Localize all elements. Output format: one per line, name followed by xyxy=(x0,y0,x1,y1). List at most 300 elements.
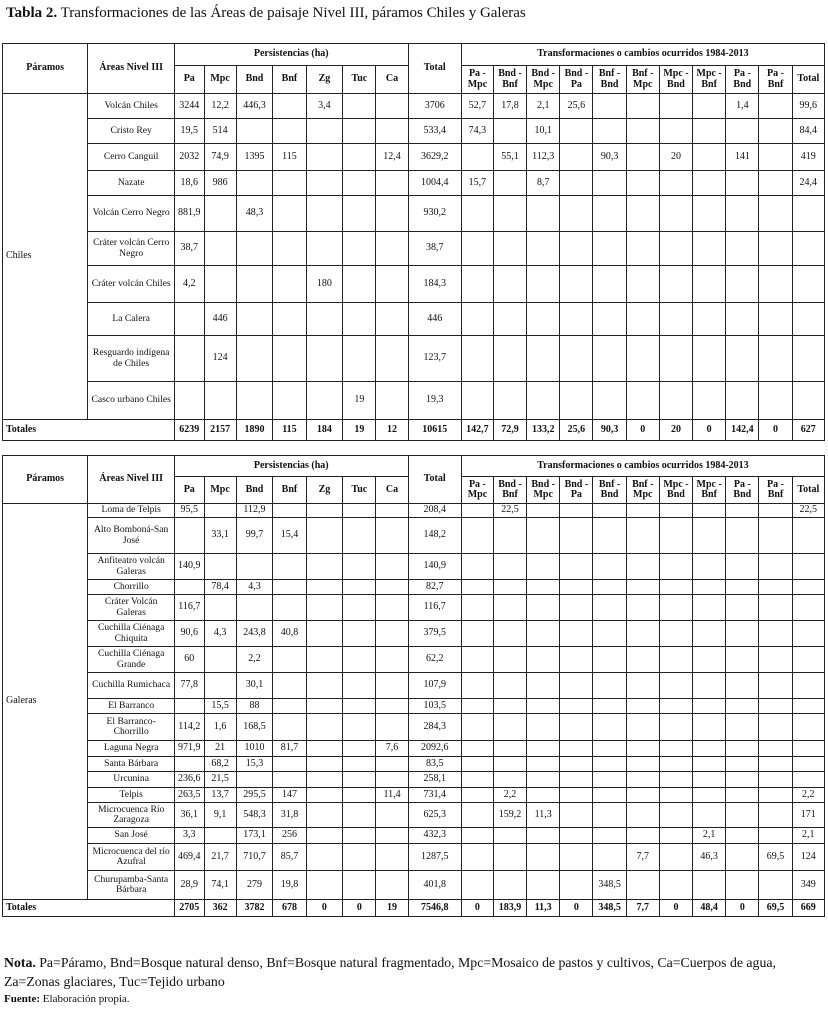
cell-transformacion xyxy=(593,232,626,266)
cell-transformacion xyxy=(461,504,493,518)
cell-transformacion xyxy=(659,871,692,900)
header-trans-col: Pa - Bnd xyxy=(726,477,759,504)
cell-transformacion xyxy=(493,382,526,420)
cell-transformacion xyxy=(759,757,792,772)
cell-transformacion xyxy=(626,196,659,232)
cell-persistencia xyxy=(306,303,343,336)
cell-transformacion xyxy=(759,828,792,844)
cell-transformacion xyxy=(759,699,792,714)
cell-transformacion xyxy=(626,266,659,303)
cell-transformacion xyxy=(593,171,626,196)
cell-persistencia xyxy=(306,504,343,518)
cell-transformacion xyxy=(759,788,792,803)
cell-transformacion: 22,5 xyxy=(792,504,824,518)
cell-transformacion xyxy=(527,757,560,772)
cell-transformacion xyxy=(792,714,824,741)
table-caption: Tabla 2. Transformaciones de las Áreas de paisaje Nivel III, páramos Chiles y Galeras xyxy=(6,5,526,21)
cell-persistencia: 74,1 xyxy=(204,871,236,900)
cell-persistencia xyxy=(204,504,236,518)
cell-persistencia xyxy=(306,119,343,144)
cell-transformacion xyxy=(560,803,593,828)
cell-persistencia xyxy=(306,714,343,741)
cell-transformacion xyxy=(726,673,759,699)
cell-transformacion xyxy=(759,336,792,382)
cell-transformacion xyxy=(461,595,493,621)
paramo-name: Galeras xyxy=(3,504,88,900)
cell-persistencia: 21,5 xyxy=(204,772,236,788)
header-trans-col: Pa - Bnf xyxy=(759,477,792,504)
cell-transformacion xyxy=(693,303,726,336)
totals-persistencia: 3782 xyxy=(236,900,273,917)
cell-transformacion xyxy=(693,647,726,673)
cell-transformacion xyxy=(593,828,626,844)
cell-total: 116,7 xyxy=(408,595,461,621)
cell-transformacion xyxy=(461,303,493,336)
area-name: Cráter volcán Cerro Negro xyxy=(88,232,175,266)
cell-persistencia: 971,9 xyxy=(174,741,204,757)
cell-transformacion xyxy=(626,803,659,828)
cell-transformacion xyxy=(461,699,493,714)
cell-persistencia: 2,2 xyxy=(236,647,273,673)
cell-persistencia: 81,7 xyxy=(273,741,306,757)
cell-transformacion xyxy=(759,871,792,900)
cell-transformacion xyxy=(726,382,759,420)
cell-persistencia: 115 xyxy=(273,144,306,171)
cell-persistencia xyxy=(343,171,376,196)
cell-total: 19,3 xyxy=(408,382,461,420)
cell-transformacion xyxy=(693,336,726,382)
table-row xyxy=(3,382,825,420)
cell-total: 401,8 xyxy=(408,871,461,900)
cell-transformacion: 46,3 xyxy=(693,844,726,871)
cell-persistencia xyxy=(343,647,376,673)
cell-transformacion xyxy=(759,803,792,828)
cell-transformacion: 15,7 xyxy=(461,171,493,196)
header-trans-col: Total xyxy=(792,477,824,504)
cell-transformacion xyxy=(759,741,792,757)
cell-transformacion xyxy=(593,196,626,232)
totals-transformacion: 90,3 xyxy=(593,420,626,441)
header-paramos: Páramos xyxy=(3,44,88,94)
cell-total: 432,3 xyxy=(408,828,461,844)
cell-persistencia: 15,3 xyxy=(236,757,273,772)
totals-transformacion: 25,6 xyxy=(560,420,593,441)
cell-transformacion xyxy=(659,714,692,741)
cell-transformacion xyxy=(626,828,659,844)
area-name: Telpis xyxy=(88,788,175,803)
cell-transformacion xyxy=(560,595,593,621)
cell-persistencia xyxy=(343,504,376,518)
cell-persistencia xyxy=(343,803,376,828)
cell-transformacion xyxy=(461,803,493,828)
cell-transformacion xyxy=(461,382,493,420)
cell-persistencia xyxy=(273,757,306,772)
cell-persistencia xyxy=(306,828,343,844)
cell-transformacion xyxy=(493,171,526,196)
cell-transformacion xyxy=(593,772,626,788)
header-trans-col: Bnf - Bnd xyxy=(593,477,626,504)
cell-transformacion xyxy=(593,803,626,828)
area-name: San José xyxy=(88,828,175,844)
cell-persistencia xyxy=(376,504,408,518)
cell-transformacion xyxy=(493,647,526,673)
cell-persistencia xyxy=(376,871,408,900)
cell-transformacion xyxy=(693,699,726,714)
cell-persistencia xyxy=(273,772,306,788)
cell-transformacion xyxy=(593,844,626,871)
cell-transformacion xyxy=(461,844,493,871)
cell-total: 184,3 xyxy=(408,266,461,303)
cell-transformacion xyxy=(792,647,824,673)
paramo-name: Chiles xyxy=(3,94,88,420)
cell-transformacion xyxy=(461,828,493,844)
cell-transformacion xyxy=(759,772,792,788)
cell-transformacion xyxy=(726,336,759,382)
cell-total: 208,4 xyxy=(408,504,461,518)
cell-transformacion xyxy=(693,772,726,788)
cell-transformacion xyxy=(493,714,526,741)
cell-transformacion xyxy=(693,595,726,621)
cell-transformacion xyxy=(626,336,659,382)
cell-persistencia: 95,5 xyxy=(174,504,204,518)
cell-transformacion xyxy=(593,621,626,647)
cell-persistencia: 295,5 xyxy=(236,788,273,803)
cell-transformacion: 17,8 xyxy=(493,94,526,119)
totals-row xyxy=(3,900,825,917)
cell-persistencia: 12,4 xyxy=(376,144,408,171)
table-row xyxy=(3,871,825,900)
cell-persistencia: 446 xyxy=(204,303,236,336)
cell-transformacion xyxy=(726,803,759,828)
cell-persistencia xyxy=(343,554,376,580)
cell-transformacion xyxy=(792,580,824,595)
cell-transformacion xyxy=(626,303,659,336)
cell-transformacion xyxy=(527,595,560,621)
cell-transformacion xyxy=(560,828,593,844)
cell-persistencia: 548,3 xyxy=(236,803,273,828)
header-pers-col: Mpc xyxy=(204,66,236,94)
cell-persistencia xyxy=(306,518,343,554)
cell-persistencia xyxy=(204,828,236,844)
cell-persistencia: 140,9 xyxy=(174,554,204,580)
totals-label: Totales xyxy=(3,900,175,917)
cell-persistencia xyxy=(376,621,408,647)
cell-total: 38,7 xyxy=(408,232,461,266)
cell-transformacion xyxy=(493,595,526,621)
cell-persistencia xyxy=(174,303,204,336)
cell-transformacion xyxy=(560,580,593,595)
header-pers-col: Bnf xyxy=(273,66,306,94)
cell-persistencia xyxy=(376,595,408,621)
cell-total: 107,9 xyxy=(408,673,461,699)
cell-total: 148,2 xyxy=(408,518,461,554)
cell-transformacion xyxy=(626,621,659,647)
cell-persistencia: 236,6 xyxy=(174,772,204,788)
cell-persistencia xyxy=(236,119,273,144)
cell-transformacion xyxy=(792,232,824,266)
cell-persistencia: 30,1 xyxy=(236,673,273,699)
cell-transformacion xyxy=(693,382,726,420)
cell-persistencia: 9,1 xyxy=(204,803,236,828)
cell-persistencia xyxy=(306,844,343,871)
cell-persistencia xyxy=(174,699,204,714)
cell-transformacion xyxy=(493,554,526,580)
cell-transformacion: 2,1 xyxy=(792,828,824,844)
header-pers-col: Bnd xyxy=(236,477,273,504)
table-row xyxy=(3,803,825,828)
cell-transformacion xyxy=(461,554,493,580)
cell-transformacion xyxy=(792,303,824,336)
cell-persistencia: 4,3 xyxy=(236,580,273,595)
cell-persistencia: 514 xyxy=(204,119,236,144)
cell-transformacion xyxy=(593,647,626,673)
cell-transformacion: 171 xyxy=(792,803,824,828)
cell-persistencia xyxy=(236,266,273,303)
cell-transformacion: 74,3 xyxy=(461,119,493,144)
cell-transformacion xyxy=(593,673,626,699)
cell-persistencia xyxy=(273,382,306,420)
table-row xyxy=(3,336,825,382)
cell-persistencia xyxy=(376,382,408,420)
area-name: Anfiteatro volcán Galeras xyxy=(88,554,175,580)
cell-persistencia xyxy=(273,504,306,518)
cell-transformacion xyxy=(560,741,593,757)
table-row xyxy=(3,673,825,699)
cell-transformacion xyxy=(527,788,560,803)
header-trans-col: Bnf - Mpc xyxy=(626,477,659,504)
cell-transformacion xyxy=(693,554,726,580)
area-name: Nazate xyxy=(88,171,175,196)
area-name: Volcán Chiles xyxy=(88,94,175,119)
cell-transformacion xyxy=(560,772,593,788)
cell-transformacion xyxy=(792,595,824,621)
area-name: Resguardo indígena de Chiles xyxy=(88,336,175,382)
cell-persistencia: 3244 xyxy=(174,94,204,119)
cell-persistencia: 7,6 xyxy=(376,741,408,757)
cell-transformacion xyxy=(659,757,692,772)
cell-transformacion xyxy=(560,699,593,714)
cell-transformacion xyxy=(461,647,493,673)
cell-transformacion xyxy=(659,647,692,673)
cell-transformacion xyxy=(693,714,726,741)
table-row xyxy=(3,714,825,741)
cell-transformacion: 124 xyxy=(792,844,824,871)
cell-persistencia: 446,3 xyxy=(236,94,273,119)
cell-persistencia xyxy=(306,580,343,595)
cell-persistencia: 28,9 xyxy=(174,871,204,900)
cell-transformacion xyxy=(493,580,526,595)
area-name: Cuchilla Rumichaca xyxy=(88,673,175,699)
cell-persistencia xyxy=(343,336,376,382)
cell-persistencia: 15,5 xyxy=(204,699,236,714)
table-row xyxy=(3,171,825,196)
cell-persistencia: 2032 xyxy=(174,144,204,171)
cell-transformacion xyxy=(461,871,493,900)
cell-transformacion xyxy=(593,788,626,803)
cell-persistencia xyxy=(306,788,343,803)
cell-persistencia xyxy=(306,171,343,196)
cell-transformacion xyxy=(759,144,792,171)
header-trans-col: Bnd - Pa xyxy=(560,477,593,504)
header-pers-col: Zg xyxy=(306,477,343,504)
area-name: Cráter volcán Chiles xyxy=(88,266,175,303)
cell-transformacion xyxy=(593,714,626,741)
cell-transformacion xyxy=(693,741,726,757)
cell-transformacion: 84,4 xyxy=(792,119,824,144)
cell-persistencia xyxy=(306,772,343,788)
cell-transformacion xyxy=(626,788,659,803)
cell-persistencia: 88 xyxy=(236,699,273,714)
cell-persistencia xyxy=(174,336,204,382)
header-trans-col: Bnd - Bnf xyxy=(493,66,526,94)
cell-persistencia xyxy=(343,621,376,647)
cell-transformacion xyxy=(693,621,726,647)
cell-persistencia xyxy=(343,518,376,554)
header-trans-col: Pa - Bnd xyxy=(726,66,759,94)
cell-persistencia xyxy=(273,647,306,673)
cell-persistencia xyxy=(306,336,343,382)
area-name: El Barranco-Chorrillo xyxy=(88,714,175,741)
totals-transformacion: 11,3 xyxy=(527,900,560,917)
cell-persistencia xyxy=(376,647,408,673)
cell-transformacion xyxy=(461,336,493,382)
totals-transformacion: 0 xyxy=(726,900,759,917)
cell-persistencia: 19 xyxy=(343,382,376,420)
cell-transformacion xyxy=(693,232,726,266)
cell-transformacion xyxy=(693,94,726,119)
cell-total: 83,5 xyxy=(408,757,461,772)
cell-transformacion: 419 xyxy=(792,144,824,171)
cell-transformacion xyxy=(726,844,759,871)
cell-transformacion xyxy=(726,647,759,673)
cell-persistencia xyxy=(343,196,376,232)
cell-persistencia xyxy=(343,741,376,757)
table-row xyxy=(3,647,825,673)
cell-transformacion xyxy=(560,621,593,647)
header-trans-col: Total xyxy=(792,66,824,94)
cell-transformacion xyxy=(626,518,659,554)
header-trans-col: Mpc - Bnf xyxy=(693,477,726,504)
header-trans-col: Bnf - Bnd xyxy=(593,66,626,94)
cell-transformacion xyxy=(493,518,526,554)
cell-persistencia xyxy=(306,647,343,673)
cell-persistencia xyxy=(273,595,306,621)
cell-transformacion xyxy=(626,580,659,595)
cell-total: 1287,5 xyxy=(408,844,461,871)
cell-transformacion xyxy=(626,94,659,119)
cell-persistencia xyxy=(343,772,376,788)
cell-total: 533,4 xyxy=(408,119,461,144)
cell-persistencia xyxy=(204,232,236,266)
cell-persistencia xyxy=(174,518,204,554)
cell-persistencia: 48,3 xyxy=(236,196,273,232)
cell-transformacion xyxy=(493,119,526,144)
header-pers-col: Mpc xyxy=(204,477,236,504)
table-galeras xyxy=(2,455,825,917)
cell-transformacion xyxy=(626,119,659,144)
cell-transformacion xyxy=(759,595,792,621)
table-chiles xyxy=(2,43,825,441)
cell-transformacion xyxy=(593,382,626,420)
cell-persistencia: 21,7 xyxy=(204,844,236,871)
totals-transformacion: 0 xyxy=(693,420,726,441)
cell-persistencia xyxy=(306,595,343,621)
cell-transformacion xyxy=(626,772,659,788)
cell-transformacion: 69,5 xyxy=(759,844,792,871)
header-pers-col: Bnd xyxy=(236,66,273,94)
cell-transformacion xyxy=(527,266,560,303)
cell-total: 446 xyxy=(408,303,461,336)
header-transformaciones: Transformaciones o cambios ocurridos 1984-2013 xyxy=(461,44,824,66)
table-row xyxy=(3,554,825,580)
cell-transformacion: 90,3 xyxy=(593,144,626,171)
cell-transformacion xyxy=(759,119,792,144)
cell-transformacion xyxy=(759,714,792,741)
cell-transformacion xyxy=(792,336,824,382)
cell-transformacion xyxy=(593,595,626,621)
cell-total: 284,3 xyxy=(408,714,461,741)
totals-persistencia: 678 xyxy=(273,900,306,917)
cell-transformacion xyxy=(792,196,824,232)
totals-transformacion: 48,4 xyxy=(693,900,726,917)
cell-transformacion xyxy=(626,504,659,518)
cell-transformacion xyxy=(527,647,560,673)
cell-persistencia xyxy=(376,518,408,554)
cell-transformacion xyxy=(726,266,759,303)
cell-persistencia xyxy=(273,94,306,119)
area-name: Cuchilla Ciénaga Grande xyxy=(88,647,175,673)
table-row xyxy=(3,144,825,171)
cell-persistencia: 279 xyxy=(236,871,273,900)
cell-persistencia xyxy=(306,382,343,420)
cell-persistencia xyxy=(273,699,306,714)
cell-transformacion xyxy=(792,772,824,788)
cell-transformacion xyxy=(560,844,593,871)
totals-persistencia: 362 xyxy=(204,900,236,917)
totals-persistencia: 184 xyxy=(306,420,343,441)
cell-persistencia: 114,2 xyxy=(174,714,204,741)
cell-transformacion xyxy=(693,580,726,595)
cell-transformacion: 159,2 xyxy=(493,803,526,828)
cell-persistencia xyxy=(376,714,408,741)
cell-transformacion xyxy=(593,699,626,714)
area-name: Churupamba-Santa Bárbara xyxy=(88,871,175,900)
header-trans-col: Bnf - Mpc xyxy=(626,66,659,94)
cell-persistencia xyxy=(174,580,204,595)
table-row xyxy=(3,232,825,266)
cell-total: 731,4 xyxy=(408,788,461,803)
cell-persistencia xyxy=(376,94,408,119)
cell-transformacion xyxy=(726,518,759,554)
cell-persistencia xyxy=(306,144,343,171)
cell-persistencia xyxy=(343,266,376,303)
cell-transformacion xyxy=(759,504,792,518)
area-name: Cerro Canguil xyxy=(88,144,175,171)
cell-transformacion xyxy=(560,266,593,303)
cell-transformacion xyxy=(461,518,493,554)
header-areas: Áreas Nivel III xyxy=(88,456,175,504)
cell-transformacion xyxy=(726,788,759,803)
cell-persistencia: 21 xyxy=(204,741,236,757)
table-row xyxy=(3,741,825,757)
cell-persistencia: 13,7 xyxy=(204,788,236,803)
cell-transformacion xyxy=(560,714,593,741)
cell-transformacion xyxy=(560,196,593,232)
totals-persistencia: 19 xyxy=(343,420,376,441)
cell-transformacion xyxy=(759,303,792,336)
cell-transformacion xyxy=(759,196,792,232)
cell-transformacion xyxy=(461,741,493,757)
